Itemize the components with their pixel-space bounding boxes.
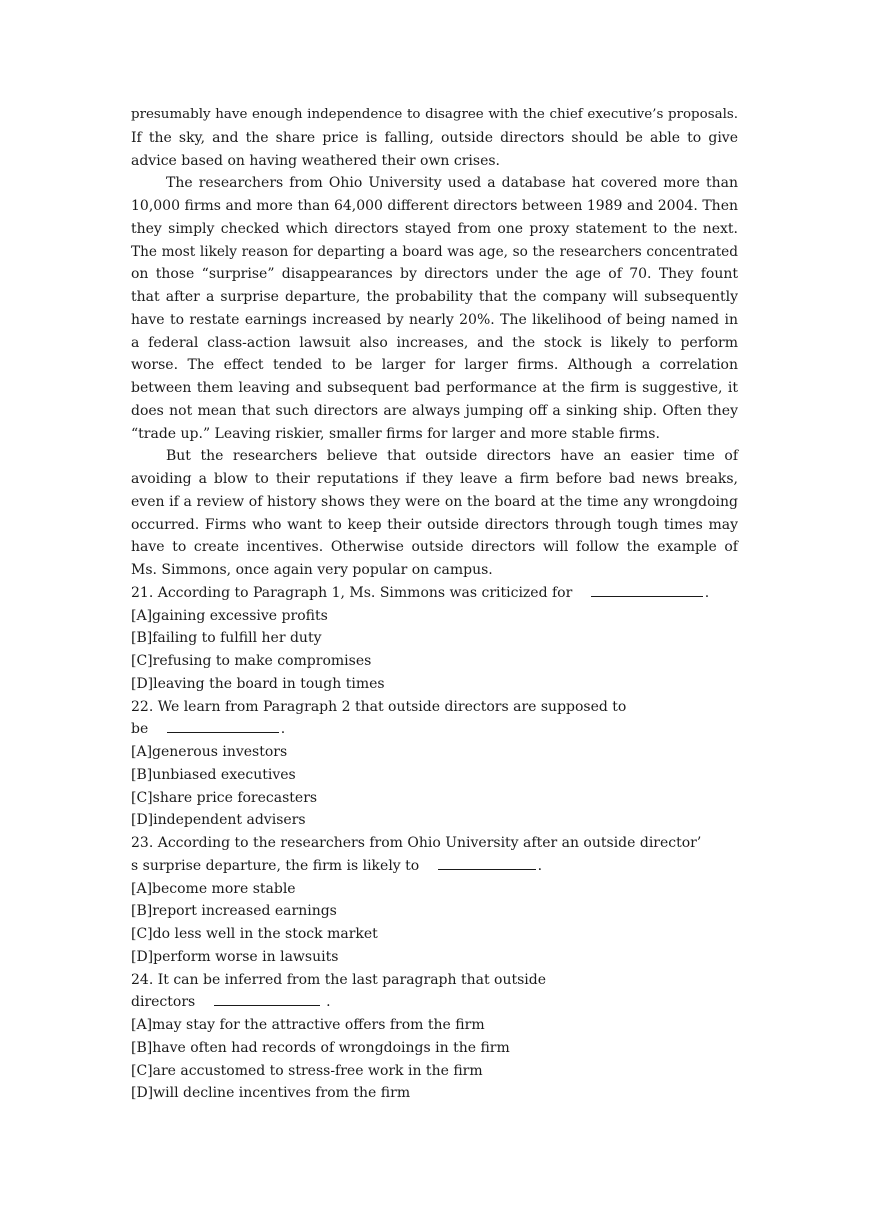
passage-paragraph-1	[131, 104, 738, 172]
text-line: presumably have enough independence to disagree with the chief executive’s proposals.	[131, 107, 738, 122]
text-line: on those “surprise” disappearances by directors under the age of 70. They fount	[131, 266, 738, 283]
option-a: [A]gaining excessive profits	[131, 607, 328, 624]
question-stem: 23. According to the researchers from Ohio University after an outside director’	[131, 835, 702, 851]
question-stem	[131, 582, 738, 605]
answer-blank	[214, 991, 320, 1006]
question-23	[131, 832, 738, 969]
text-line: “trade up.” Leaving riskier, smaller firms for larger and more stable firms.	[131, 425, 660, 442]
question-stem-continued	[131, 855, 738, 878]
text-line: they simply checked which directors stayed from one proxy statement to the next.	[131, 220, 738, 237]
option-d: [D]will decline incentives from the firm	[131, 1085, 411, 1102]
option-a: [A]generous investors	[131, 744, 288, 760]
passage-paragraph-2	[131, 172, 738, 445]
text-line: avoiding a blow to their reputations if they leave a firm before bad news breaks,	[131, 471, 738, 487]
question-stem-end: .	[537, 857, 543, 874]
text-line: The researchers from Ohio University used a database hat covered more than	[166, 175, 738, 192]
question-21	[131, 582, 738, 696]
question-24	[131, 969, 738, 1106]
option-d: [D]leaving the board in tough times	[131, 675, 385, 692]
text-line: between them leaving and subsequent bad performance at the firm is suggestive, it	[131, 380, 738, 396]
option-c: [C]do less well in the stock market	[131, 926, 378, 942]
text-line: But the researchers believe that outside directors have an easier time of	[166, 448, 738, 465]
text-line: have to create incentives. Otherwise outside directors will follow the example of	[131, 539, 738, 556]
question-stem: 24. It can be inferred from the last paragraph that outside	[131, 971, 547, 988]
text-line: even if a review of history shows they were on the board at the time any wrongdoing	[131, 493, 738, 510]
question-stem-continued	[131, 991, 738, 1014]
text-line: occurred. Firms who want to keep their outside directors through tough times may	[131, 516, 738, 533]
option-a: [A]may stay for the attractive offers from the firm	[131, 1017, 485, 1033]
text-line: does not mean that such directors are always jumping off a sinking ship. Often they	[131, 402, 738, 419]
text-line: worse. The effect tended to be larger for larger firms. Although a correlation	[131, 357, 738, 374]
option-b: [B]report increased earnings	[131, 903, 337, 920]
option-b: [B]have often had records of wrongdoings in the firm	[131, 1039, 510, 1056]
text-line: have to restate earnings increased by nearly 20%. The likelihood of being named in	[131, 311, 738, 328]
option-c: [C]share price forecasters	[131, 789, 318, 806]
option-c: [C]are accustomed to stress-free work in the firm	[131, 1062, 483, 1079]
text-line: 10,000 firms and more than 64,000 different directors between 1989 and 2004. Then	[131, 198, 738, 214]
question-stem-text: s surprise departure, the firm is likely to	[131, 857, 420, 874]
answer-blank	[591, 582, 703, 597]
question-stem: 22. We learn from Paragraph 2 that outside directors are supposed to	[131, 698, 627, 715]
document-page	[131, 104, 738, 1105]
question-stem-text: directors	[131, 994, 196, 1011]
text-line: The most likely reason for departing a board was age, so the researchers concentrated	[131, 243, 738, 260]
option-b: [B]failing to fulfill her duty	[131, 630, 322, 647]
text-line: advice based on having weathered their own crises.	[131, 152, 501, 169]
text-line: that after a surprise departure, the probability that the company will subsequently	[131, 289, 738, 305]
option-a: [A]become more stable	[131, 880, 296, 897]
answer-blank	[438, 855, 536, 870]
option-b: [B]unbiased executives	[131, 766, 296, 783]
question-22	[131, 696, 738, 833]
question-stem-text: 21. According to Paragraph 1, Ms. Simmons was criticized for	[131, 584, 573, 601]
question-stem-end: .	[704, 584, 710, 601]
text-line: If the sky, and the share price is falling, outside directors should be able to give	[131, 129, 738, 146]
question-stem-text: be	[131, 721, 149, 738]
answer-blank	[167, 718, 279, 733]
question-stem-continued	[131, 718, 738, 741]
passage-paragraph-3	[131, 445, 738, 582]
question-stem-end: .	[326, 994, 331, 1011]
option-d: [D]perform worse in lawsuits	[131, 948, 339, 965]
text-line: a federal class-action lawsuit also increases, and the stock is likely to perform	[131, 334, 738, 351]
option-d: [D]independent advisers	[131, 812, 306, 829]
option-c: [C]refusing to make compromises	[131, 653, 372, 669]
question-stem-end: .	[280, 721, 286, 738]
text-line: Ms. Simmons, once again very popular on campus.	[131, 562, 493, 578]
